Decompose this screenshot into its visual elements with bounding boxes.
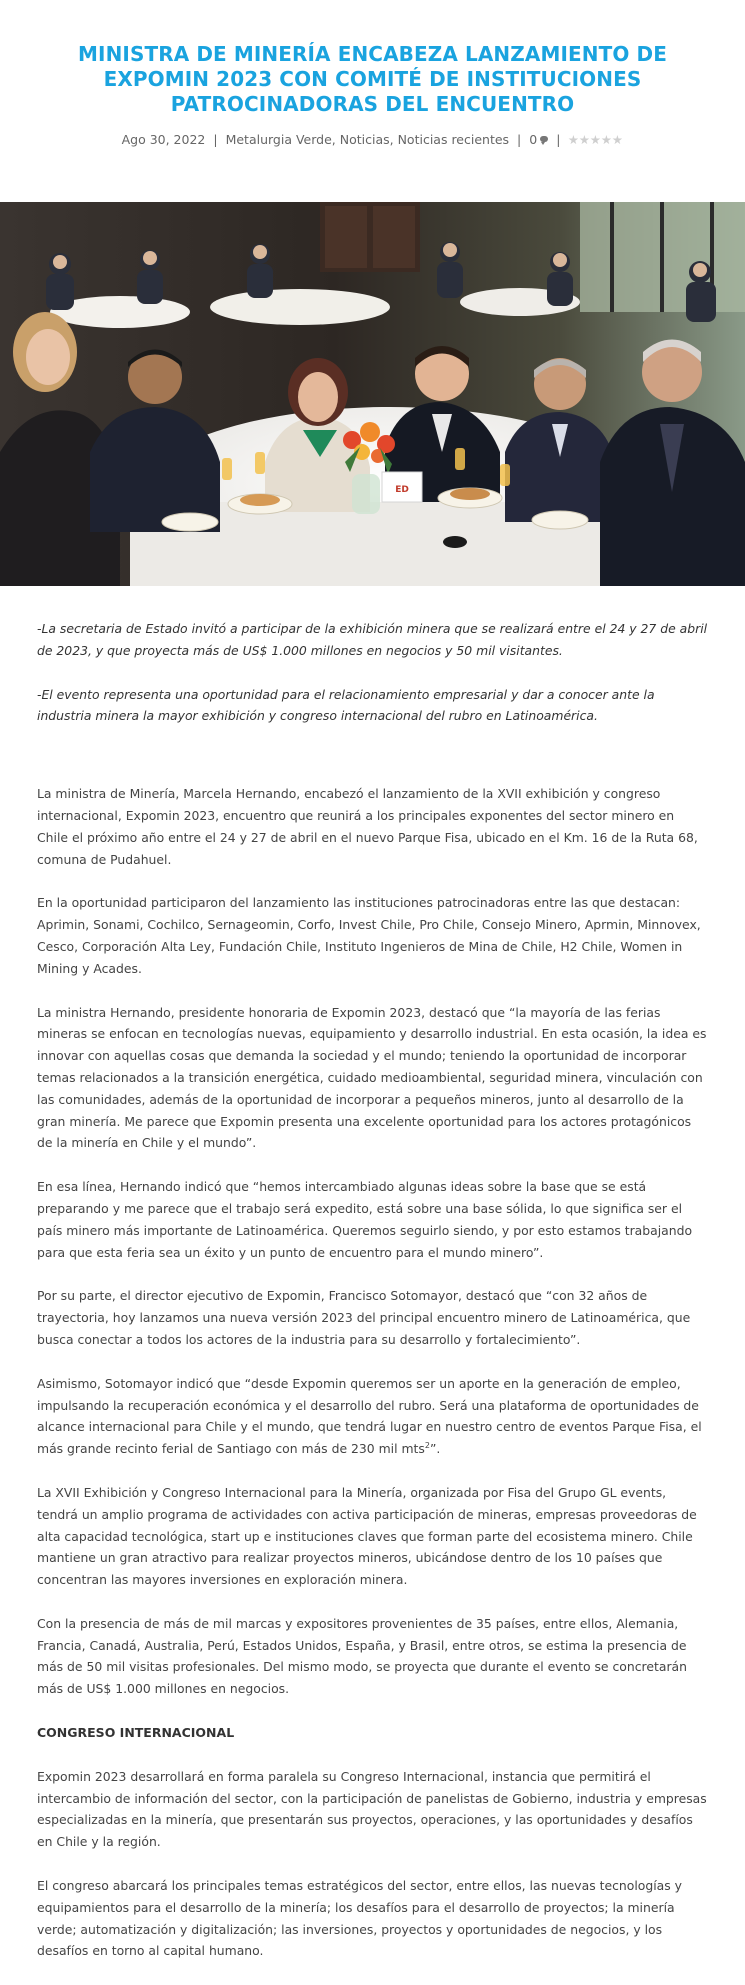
- body-paragraph: La ministra de Minería, Marcela Hernando, encabezó el lanzamiento de la XVII exhibición y congreso internacional, Expomin 2023, encuentro que reunirá a los principales exponentes del sector minero en Chile el próximo año entre el 24 y 27 de abril en el nuevo Parque Fisa, ubicado en el Km. 16 de la Ruta 68, comuna de Pudahuel.: [37, 786, 698, 867]
- star-icon: [601, 135, 611, 145]
- star-rating: [568, 132, 623, 150]
- body-paragraph: Expomin 2023 desarrollará en forma paralela su Congreso Internacional, instancia que permitirá el intercambio de información del sector, con la participación de panelistas de Gobierno, industria y empresas especializadas en la minería, que presentarán sus proyectos, operaciones, y las oportunidades y desafíos en Chile y la región.: [37, 1768, 707, 1850]
- star-icon: [568, 135, 578, 145]
- meta-separator: |: [556, 132, 561, 147]
- background-table: [210, 289, 390, 325]
- banquet-photo: [0, 202, 745, 586]
- lead-paragraph: -La secretaria de Estado invitó a participar de la exhibición minera que se realizará entre el 24 y 27 de abril de 2023, y que proyecta más de US$ 1.000 millones en negocios y 50 mil visitantes.: [37, 621, 708, 658]
- comment-bubble-icon: [540, 136, 548, 142]
- svg-text:ED: ED: [395, 485, 409, 495]
- comments-count: 0: [529, 132, 538, 147]
- body-paragraph: La ministra Hernando, presidente honoraria de Expomin 2023, destacó que “la mayoría de las ferias mineras se enfocan en tecnologías nuevas, equipamiento y desarrollo industrial. En esta ocasión, la idea es innovar con aquellas cosas que demanda la sociedad y el mundo; teniendo la oportunidad de incorporar temas relacionados a la transición energética, cuidado medioambiental, seguridad minera, vinculación con las comunidades, además de la oportunidad de incorporar a pequeños mineros, junto al desarrollo de la gran minería. Me parece que Expomin presenta una excelente oportunidad para los actores protagónicos de la minería en Chile y el mundo”.: [37, 1004, 707, 1151]
- section-heading: CONGRESO INTERNACIONAL: [37, 1725, 235, 1741]
- lead-block: [37, 618, 709, 727]
- article-body: [37, 618, 709, 1984]
- post-meta: Ago 30, 2022 | Metalurgia Verde, Noticias, Noticias recientes | 0 |: [40, 131, 705, 150]
- meta-separator: |: [213, 132, 218, 147]
- category-link-metalurgia-verde[interactable]: Metalurgia Verde: [225, 132, 332, 147]
- post-title: MINISTRA DE MINERÍA ENCABEZA LANZAMIENTO DE EXPOMIN 2023 CON COMITÉ DE INSTITUCIONES PATROCINADORAS DEL ENCUENTRO: [78, 42, 667, 116]
- star-icon: [579, 135, 589, 145]
- phone: [443, 536, 467, 548]
- body-paragraph: Por su parte, el director ejecutivo de Expomin, Francisco Sotomayor, destacó que “con 32 años de trayectoria, hoy lanzamos una nueva versión 2023 del principal encuentro minero de Latinoamérica, que busca conectar a todos los actores de la industria para su desarrollo y fortalecimiento”.: [37, 1288, 691, 1347]
- body-paragraph: Con la presencia de más de mil marcas y expositores provenientes de 35 países, entre ellos, Alemania, Francia, Canadá, Australia, Perú, Estados Unidos, España, y Brasil, entre otros, se estima la presencia de más de 50 mil visitas profesionales. Del mismo modo, se proyecta que durante el evento se concretarán más de US$ 1.000 millones en negocios.: [37, 1615, 687, 1697]
- category-link-noticias-recientes[interactable]: Noticias recientes: [397, 132, 510, 147]
- category-link-noticias[interactable]: Noticias: [339, 132, 390, 147]
- star-icon: [590, 135, 600, 145]
- body-paragraph: En esa línea, Hernando indicó que “hemos intercambiado algunas ideas sobre la base que se está preparando y me parece que el trabajo será expedito, está sobre una base sólida, lo que significa ser el país minero más importante de Latinoamérica. Queremos seguirlo siendo, y por esto estamos trabajando para que esta feria sea un éxito y un punto de encuentro para el mundo minero”.: [37, 1179, 693, 1260]
- superscript: 2: [424, 1440, 430, 1450]
- lead-paragraph: -El evento representa una oportunidad para el relacionamiento empresarial y dar a conocer ante la industria minera la mayor exhibición y congreso internacional del rubro en Latinoamérica.: [37, 686, 655, 724]
- body-paragraph: Asimismo, Sotomayor indicó que “desde Expomin queremos ser un aporte en la generación de empleo, impulsando la recuperación económica y el desarrollo del rubro. Será una plataforma de oportunidades de alcance internacional para Chile y el mundo, que tendrá lugar en nuestro centro de eventos Parque Fisa, el más grande recinto ferial de Santiago con más de 230 mil mts$^2$”.: [37, 1375, 702, 1457]
- body-paragraph: La XVII Exhibición y Congreso Internacional para la Minería, organizada por Fisa del Grupo GL events, tendrá un amplio programa de actividades con activa participación de mineras, empresas proveedoras de alta capacidad tecnológica, start up e instituciones claves que forman parte del ecosistema minero. Chile mantiene un gran atractivo para realizar proyectos mineros, ubicándose dentro de los 10 países que concentran las mayores inversiones en exploración minera.: [37, 1484, 697, 1588]
- star-icon: [612, 135, 622, 145]
- comments-link[interactable]: [529, 132, 548, 147]
- featured-image: [0, 202, 745, 586]
- body-paragraph: En la oportunidad participaron del lanzamiento las instituciones patrocinadoras entre las que destacan: Aprimin, Sonami, Cochilco, Sernageomin, Corfo, Invest Chile, Pro Chile, Consejo Minero, Aprmin, Minnovex, Cesco, Corporación Alta Ley, Fundación Chile, Instituto Ingenieros de Mina de Chile, H2 Chile, Women in Mining y Acades.: [37, 895, 701, 976]
- post-header: [0, 0, 745, 150]
- meta-separator: |: [517, 132, 522, 147]
- body-paragraph: El congreso abarcará los principales temas estratégicos del sector, entre ellos, las nuevas tecnologías y equipamientos para el desarrollo de la minería; los desafíos para el desarrollo de proyectos; la minería verde; automatización y digitalización; las inversiones, proyectos y oportunidades de negocios, y los desafíos en torno al capital humano.: [37, 1878, 682, 1959]
- post-date: Ago 30, 2022: [121, 132, 206, 147]
- table-card: [382, 472, 422, 502]
